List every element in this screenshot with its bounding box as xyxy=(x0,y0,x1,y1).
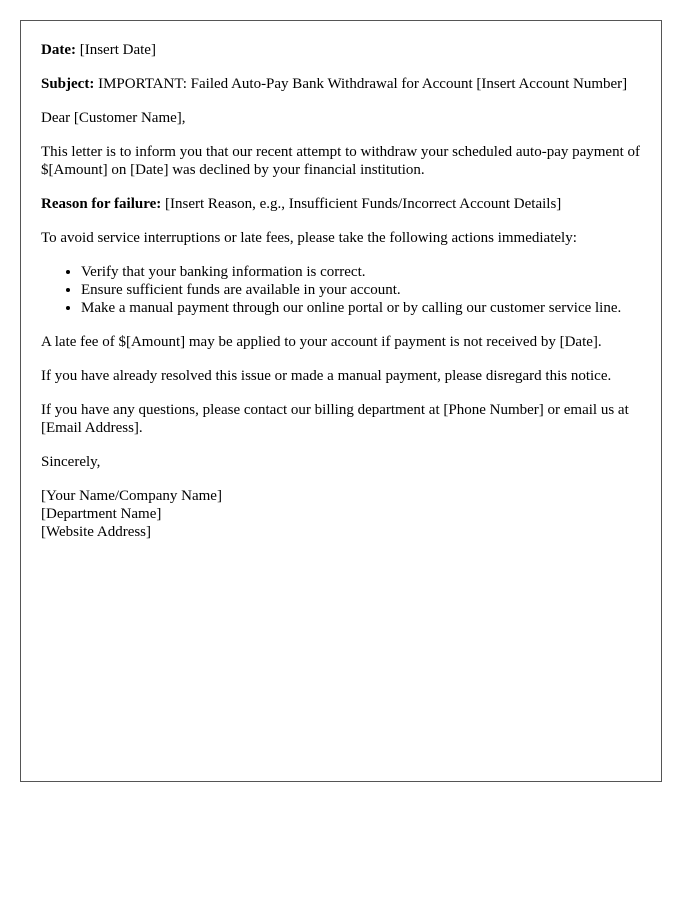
date-value: [Insert Date] xyxy=(79,42,156,58)
actions-list xyxy=(41,263,641,317)
reason-value: [Insert Reason, e.g., Insufficient Funds/Incorrect Account Details] xyxy=(165,196,562,212)
contact-paragraph: If you have any questions, please contact our billing department at [Phone Number] or email us at [Email Address]. xyxy=(41,402,629,436)
signature-block xyxy=(41,487,641,541)
date-line xyxy=(41,41,641,59)
signature-department: [Department Name] xyxy=(41,506,162,522)
date-label: Date: xyxy=(41,42,76,58)
reason-label: Reason for failure: xyxy=(41,196,162,212)
closing: Sincerely, xyxy=(41,454,101,470)
intro-paragraph: This letter is to inform you that our recent attempt to withdraw your scheduled auto-pay payment of $[Amount] on [Date] was declined by your financial institution. xyxy=(41,144,641,178)
list-item: • Verify that your banking information is correct. xyxy=(81,263,641,281)
greeting: Dear [Customer Name], xyxy=(41,110,186,126)
subject-value: IMPORTANT: Failed Auto-Pay Bank Withdrawal for Account [Insert Account Number] xyxy=(98,76,628,92)
list-item: • Ensure sufficient funds are available in your account. xyxy=(81,281,641,299)
list-item: • Make a manual payment through our online portal or by calling our customer service line. xyxy=(81,299,641,317)
late-fee-paragraph: A late fee of $[Amount] may be applied to your account if payment is not received by [Date]. xyxy=(41,334,602,350)
letter xyxy=(20,20,662,782)
actions-intro: To avoid service interruptions or late fees, please take the following actions immediately: xyxy=(41,230,577,246)
subject-line xyxy=(41,75,641,93)
disregard-paragraph: If you have already resolved this issue or made a manual payment, please disregard this notice. xyxy=(41,368,612,384)
reason-line xyxy=(41,195,641,213)
subject-label: Subject: xyxy=(41,76,95,92)
signature-name: [Your Name/Company Name] xyxy=(41,488,222,504)
signature-website: [Website Address] xyxy=(41,524,152,540)
